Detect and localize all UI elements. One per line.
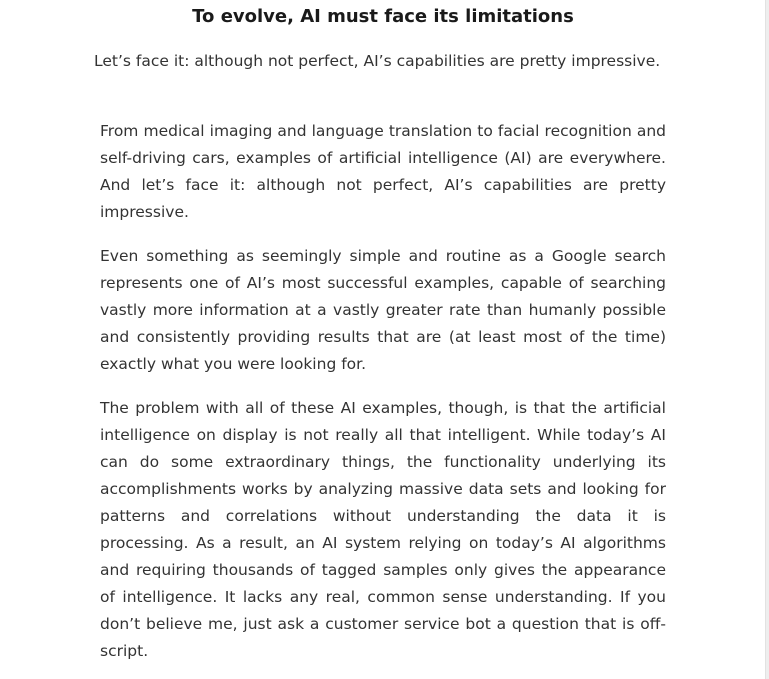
article-title: To evolve, AI must face its limitations	[192, 6, 574, 27]
article-paragraph-intro: Let’s face it: although not perfect, AI’s capabilities are pretty impressive.	[94, 52, 661, 70]
article-paragraph-1: From medical imaging and language translation to facial recognition and self-driving cars, examples of artificial intelligence (AI) are everywhere. And let’s face it: although not perfect, AI’s capabilities are pretty impressive.	[100, 122, 666, 221]
article-paragraph-3: The problem with all of these AI examples, though, is that the artificial intelligence on display is not really all that intelligent. While today’s AI can do some extraordinary things, the functionality underlying its accomplishments works by analyzing massive data sets and looking for patterns and correlations without understanding the data it is processing. As a result, an AI system relying on today’s AI algorithms and requiring thousands of tagged samples only gives the appearance of intelligence. It lacks any real, common sense understanding. If you don’t believe me, just ask a customer service bot a question that is off-script.	[100, 399, 666, 660]
scrollbar-track[interactable]	[765, 0, 769, 679]
article-paragraph-2: Even something as seemingly simple and routine as a Google search represents one of AI’s most successful examples, capable of searching vastly more information at a vastly greater rate than humanly possible and consistently providing results that are (at least most of the time) exactly what you were looking for.	[100, 247, 666, 373]
